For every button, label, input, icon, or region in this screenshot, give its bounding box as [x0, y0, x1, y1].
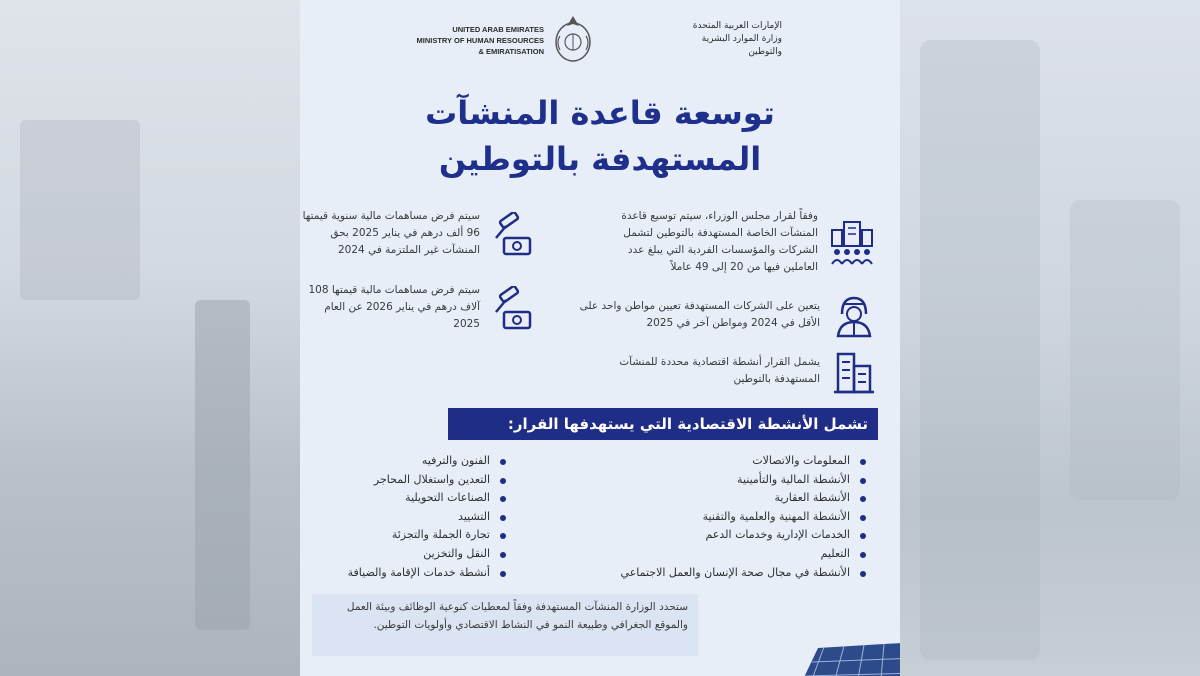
blurred-shape	[1070, 200, 1180, 500]
list-item: تجارة الجملة والتجزئة	[316, 526, 506, 545]
en-line: & EMIRATISATION	[478, 47, 544, 56]
list-item: الخدمات الإدارية وخدمات الدعم	[586, 526, 866, 545]
ministry-header	[300, 10, 900, 70]
fact-hiring-requirement: يتعين على الشركات المستهدفة تعيين مواطن واحد على الأقل في 2024 ومواطن آخر في 2025	[579, 300, 820, 329]
background-right-blur	[900, 0, 1200, 676]
en-line: MINISTRY OF HUMAN RESOURCES	[416, 36, 544, 45]
gavel-money-icon	[486, 212, 534, 260]
list-item: الفنون والترفيه	[316, 452, 506, 471]
activities-banner: تشمل الأنشطة الاقتصادية التي يستهدفها القرار:	[448, 408, 878, 440]
buildings-group-icon	[828, 218, 876, 266]
poster-title	[340, 90, 860, 182]
emirati-person-icon	[830, 292, 878, 340]
infographic-poster	[300, 0, 900, 676]
activities-list-left	[316, 452, 506, 582]
list-item: المعلومات والاتصالات	[586, 452, 866, 471]
fact-economic-activities: يشمل القرار أنشطة اقتصادية محددة للمنشآت المستهدفة بالتوطين	[619, 356, 820, 385]
fact-expansion: وفقاً لقرار مجلس الوزراء، سيتم توسيع قاعدة المنشآت الخاصة المستهدفة بالتوطين لتشمل الشركات والمؤسسات الفردية التي يبلغ عدد العاملين فيها من 20 إلى 49 عاملاً	[621, 210, 818, 273]
title-line: توسعة قاعدة المنشآت	[425, 94, 775, 132]
blurred-shape	[20, 120, 140, 300]
blurred-building-shape	[920, 40, 1040, 660]
list-item: النقل والتخزين	[316, 545, 506, 564]
list-item: الأنشطة المالية والتأمينية	[586, 471, 866, 490]
ar-line: وزارة الموارد البشرية	[701, 34, 782, 44]
activities-list-right	[586, 452, 866, 582]
list-item: الأنشطة في مجال صحة الإنسان والعمل الاجتماعي	[586, 564, 866, 583]
list-item: التشييد	[316, 508, 506, 527]
ar-line: والتوطين	[748, 47, 782, 57]
list-item: التعدين واستغلال المحاجر	[316, 471, 506, 490]
ministry-note: ستحدد الوزارة المنشآت المستهدفة وفقاً لمعطيات كنوعية الوظائف وبيئة العمل والموقع الجغرافي وطبيعة النمو في النشاط الاقتصادي وأولويات التوطين.	[312, 594, 698, 656]
gavel-money-icon	[486, 286, 534, 334]
list-item: الأنشطة المهنية والعلمية والتقنية	[586, 508, 866, 527]
ar-line: الإمارات العربية المتحدة	[692, 21, 782, 31]
fact-penalty-2026: سيتم فرض مساهمات مالية قيمتها 108 آلاف درهم في يناير 2026 عن العام 2025	[308, 284, 480, 330]
ministry-name-arabic	[602, 20, 782, 59]
title-line: المستهدفة بالتوطين	[438, 140, 762, 178]
en-line: UNITED ARAB EMIRATES	[452, 25, 544, 34]
fact-penalty-2025: سيتم فرض مساهمات مالية سنوية قيمتها 96 ألف درهم في يناير 2025 بحق المنشآت غير الملتزمة في 2024	[302, 210, 480, 256]
background-left-blur	[0, 0, 300, 676]
list-item: أنشطة خدمات الإقامة والضيافة	[316, 564, 506, 583]
list-item: التعليم	[586, 545, 866, 564]
uae-emblem-logo	[552, 12, 594, 64]
blurred-building-shape	[195, 300, 250, 630]
list-item: الصناعات التحويلية	[316, 489, 506, 508]
list-item: الأنشطة العقارية	[586, 489, 866, 508]
ministry-name-english	[364, 24, 544, 57]
solar-panel-image	[778, 640, 900, 676]
office-building-icon	[830, 348, 878, 396]
